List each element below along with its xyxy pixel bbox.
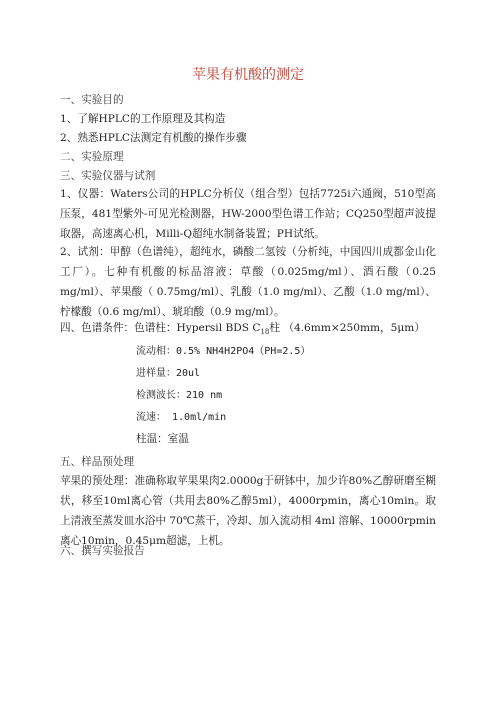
mobile-phase-label: 流动相：0.5% NH: [136, 346, 219, 357]
detection-wavelength: 检测波长：210 nm: [136, 390, 223, 401]
column-spec: 柱 （4.6mm×250mm，5μm）: [269, 322, 425, 334]
mobile-phase-formula: 4H2PO4（PH=2.5）: [218, 346, 311, 357]
section-1-heading: 一、实验目的: [60, 94, 124, 106]
column-temperature: 柱温：室温: [136, 433, 189, 445]
objective-item-2: 2、熟悉HPLC法测定有机酸的操作步骤: [60, 132, 247, 144]
sample-prep-paragraph: 苹果的预处理：准确称取苹果果肉2.0000g于研钵中，加少许80%乙醇研磨至糊状，移至10ml离心管（共用去80%乙醇5ml），4000rpmin，离心10min。取上清液至蒸发皿水浴中 70℃蒸干，冷却、加入流动相 4ml 溶解、10000rpmin 离心10min，0.45μm超滤，上机。: [60, 475, 436, 547]
reagents-paragraph: 2、试剂：甲醇（色谱纯），超纯水，磷酸二氢铵（分析纯，中国四川成都金山化工厂）。七种有机酸的标品溶液：草酸（0.025mg/ml）、酒石酸（0.25 mg/ml）、苹果酸（ 0.75mg/ml）、乳酸（1.0 mg/ml）、乙酸（1.0 mg/ml）、柠檬酸（0.6 mg/ml）、琥珀酸（0.9 mg/ml）。: [60, 246, 436, 318]
flow-rate: 流速： 1.0ml/min: [136, 412, 227, 423]
section-4-label: 四、色谱条件：色谱柱：: [60, 322, 177, 334]
document-title: 苹果有机酸的测定: [192, 67, 304, 83]
mobile-phase-line: [136, 345, 496, 358]
section-5-heading: 五、样品预处理: [60, 456, 135, 468]
objective-item-1: 1、了解HPLC的工作原理及其构造: [60, 113, 226, 125]
column-subscript: 18: [260, 328, 270, 337]
section-2-heading: 二、实验原理: [60, 151, 124, 163]
section-3-heading: 三、实验仪器与试剂: [60, 170, 156, 182]
chromatography-conditions-line: [60, 322, 436, 339]
injection-volume: 进样量：20ul: [136, 368, 201, 379]
instruments-paragraph: 1、仪器：Waters公司的HPLC分析仪（组合型）包括7725i六通阀，510型高压泵，481型紫外-可见光检测器，HW-2000型色谱工作站；CQ250型超声波提取器，高速离心机，Milli-Q超纯水制备装置；PH试纸。: [60, 188, 436, 240]
column-name: Hypersil BDS C: [176, 322, 261, 334]
section-6-heading: 六、撰写实验报告: [60, 545, 145, 557]
